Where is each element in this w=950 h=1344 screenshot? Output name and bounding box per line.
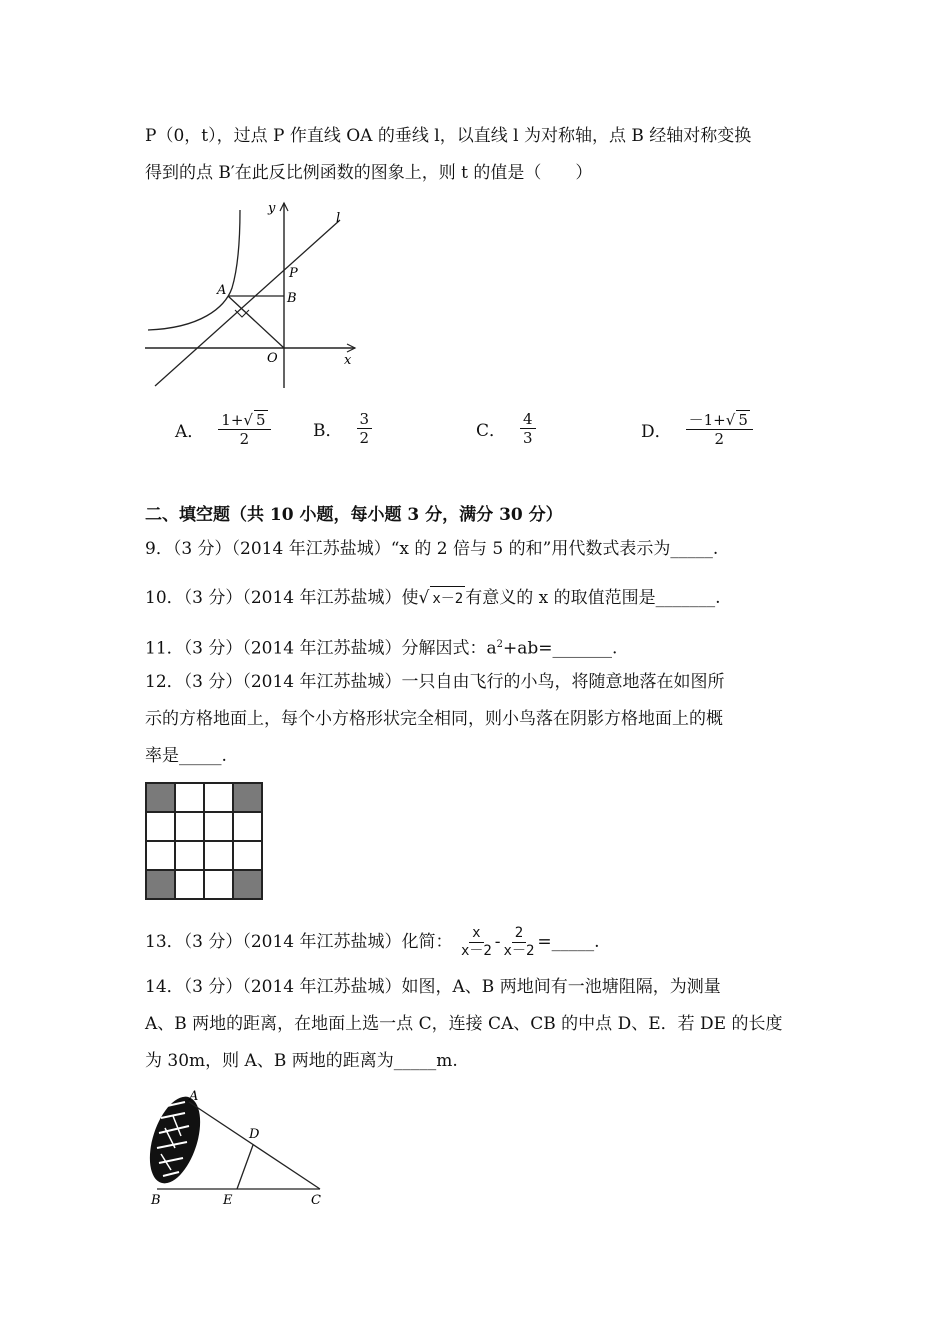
- q11-text: 11．（3 分）（2014 年江苏盐城）分解因式：$a^2+ab=\_\_\_\_\_\_\_$.: [145, 638, 618, 659]
- segment-oa: [228, 296, 284, 348]
- grid-cell: [204, 870, 233, 899]
- pond-shape: [145, 1090, 210, 1189]
- grid-cell: [175, 870, 204, 899]
- q12-line-3: 率是_____.: [145, 746, 227, 766]
- hyperbola-curve: [148, 210, 240, 330]
- q8-graph-figure: [140, 198, 370, 393]
- grid-cell: [204, 812, 233, 841]
- q13-text: 13．（3 分）（2014 年江苏盐城）化简： $\frac{x}{x-2}$ - $\frac{2}{x-2}$ =_____.: [145, 925, 600, 959]
- grid-cell-shaded: [146, 870, 175, 899]
- label-p: P: [289, 266, 298, 281]
- option-letter: B．: [313, 421, 343, 441]
- label-x: x: [344, 353, 352, 368]
- grid-cell-shaded: [233, 870, 262, 899]
- label-y: y: [268, 201, 276, 216]
- q8-line-2: 得到的点 B′在此反比例函数的图象上，则 t 的值是（ ）: [145, 163, 593, 183]
- label-a: A: [217, 283, 227, 298]
- q8-option-d[interactable]: D． $\frac{-1+√ 5}{2}$: [641, 410, 753, 448]
- q8-option-a[interactable]: A． $\frac{1+√ 5}{2}$: [175, 410, 271, 448]
- q8-option-c[interactable]: C． $\frac{4}{3}$: [476, 410, 536, 447]
- q14-pond-figure: [145, 1088, 335, 1208]
- grid-cell: [204, 841, 233, 870]
- label-b: B: [151, 1193, 161, 1208]
- q14-line-3: 为 30m，则 A、B 两地的距离为_____m.: [145, 1051, 458, 1071]
- q12-line-2: 示的方格地面上，每个小方格形状完全相同，则小鸟落在阴影方格地面上的概: [145, 709, 723, 729]
- option-letter: A．: [175, 421, 205, 442]
- label-d: D: [249, 1127, 260, 1142]
- q12-grid-figure: [145, 782, 263, 900]
- grid-cell: [146, 812, 175, 841]
- q8-line-1: P（0，t），过点 P 作直线 OA 的垂线 l，以直线 l 为对称轴，点 B 经轴对称变换: [145, 126, 752, 146]
- segment-de: [237, 1145, 253, 1189]
- q9-text: 9．（3 分）（2014 年江苏盐城）“x 的 2 倍与 5 的和”用代数式表示为_____.: [145, 539, 719, 559]
- grid-cell: [175, 812, 204, 841]
- label-l: l: [336, 211, 341, 226]
- q10-text: 10．（3 分）（2014 年江苏盐城）使√ x－2 有意义的 x 的取值范围是_______.: [145, 586, 721, 611]
- grid-cell: [204, 783, 233, 812]
- label-e: E: [223, 1193, 233, 1208]
- label-o: O: [267, 351, 278, 366]
- option-letter: C．: [476, 421, 507, 441]
- grid-cell-shaded: [233, 783, 262, 812]
- grid-cell: [175, 783, 204, 812]
- q10-radicand: x－2: [430, 586, 465, 611]
- section-heading: 二、填空题（共 10 小题，每小题 3 分，满分 30 分）: [145, 505, 563, 525]
- q14-line-2: A、B 两地的距离，在地面上选一点 C，连接 CA、CB 的中点 D、E．若 DE 的长度: [145, 1014, 783, 1034]
- q13-fraction-2: $\frac{2}{x-2}$: [503, 925, 535, 959]
- grid-cell: [233, 841, 262, 870]
- segment-ac: [189, 1102, 320, 1189]
- grid-cell: [233, 812, 262, 841]
- label-a: A: [189, 1089, 199, 1104]
- grid-cell-shaded: [146, 783, 175, 812]
- label-b: B: [287, 291, 297, 306]
- grid-cell: [146, 841, 175, 870]
- q12-line-1: 12．（3 分）（2014 年江苏盐城）一只自由飞行的小鸟，将随意地落在如图所: [145, 672, 725, 692]
- q13-fraction-1: $\frac{x}{x-2}$: [460, 925, 492, 959]
- grid-cell: [175, 841, 204, 870]
- q14-line-1: 14．（3 分）（2014 年江苏盐城）如图，A、B 两地间有一池塘阻隔，为测量: [145, 977, 721, 997]
- q8-option-b[interactable]: B． $\frac{3}{2}$: [313, 410, 372, 447]
- label-c: C: [311, 1193, 321, 1208]
- line-l: [155, 220, 340, 386]
- option-letter: D．: [641, 421, 672, 442]
